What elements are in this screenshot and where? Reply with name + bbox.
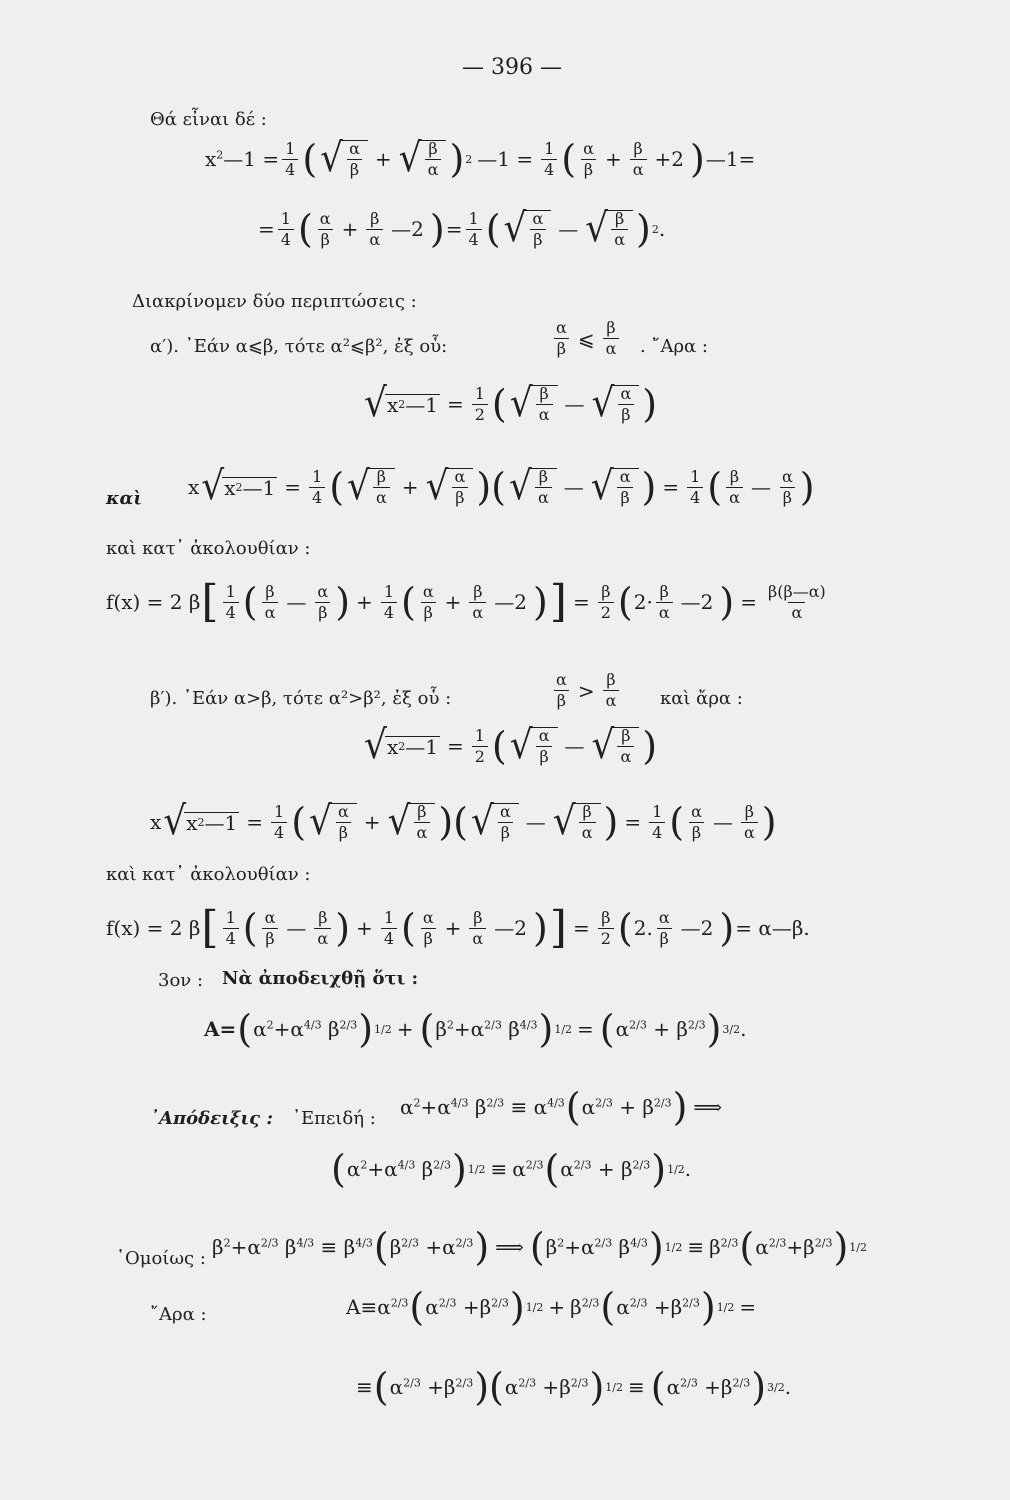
proof-label: ᾽Απόδειξις :: [150, 1108, 274, 1129]
equation-continued: = $\frac{1}{4}$ ( $\frac{\alpha}{\beta}$ + $\frac{\beta}{\alpha}$ —2 ) = $\frac{1}{4}$ ( √ $\frac{\alpha}{\beta}$ — √ $\frac{\beta}{\alpha}$ ) 2 .: [258, 205, 666, 251]
case-a-ara: . ῎Αρα :: [640, 336, 708, 357]
third-title: Νὰ ἀποδειχθῇ ὅτι :: [222, 968, 419, 989]
case-a-product: x √ x 2 —1 = $\frac{1}{4}$ ( √ $\frac{\beta}{\alpha}$ + √ $\frac{\alpha}{\beta}$ )( √ $\frac{\beta}{\alpha}$ — √ $\frac{\alpha}{\beta}$ ) = $\frac{1}{4}$ ( $\frac{\beta}{\alpha}$ — $\frac{\alpha}{\beta}$ ): [188, 463, 815, 509]
case-b-kai-ara: καὶ ἄρα :: [660, 688, 743, 709]
similarly-label: ῾Ομοίως :: [116, 1248, 206, 1269]
intro-text: Θά εἶναι δέ :: [150, 109, 267, 130]
third-label: 3ον :: [158, 970, 204, 991]
case-b-consequently: καὶ κατ᾽ ἀκολουθίαν :: [106, 864, 311, 885]
case-a-inequality: $\frac{\alpha}{\beta}$ ⩽ $\frac{\beta}{\alpha}$: [550, 320, 622, 357]
equation-x2-minus-1: $x^2—1$ = $\frac{1}{4}$ ( √ $\frac{\alpha}{\beta}$ + √ $\frac{\beta}{\alpha}$ ) 2 —1 = $\frac{1}{4}$ ( $\frac{\alpha}{\beta}$ + $\frac{\beta}{\alpha}$ +2 ) —1=: [205, 135, 756, 181]
since-label: ᾽Επειδή :: [292, 1108, 376, 1129]
case-b-sqrt-result: √ x 2 —1 = $\frac{1}{2}$ ( √ $\frac{\alpha}{\beta}$ — √ $\frac{\beta}{\alpha}$ ): [364, 722, 658, 768]
case-a-fx: f(x) = 2 β [ $\frac{1}{4}$ ( $\frac{\beta}{\alpha}$ — $\frac{\alpha}{\beta}$ ) + $\frac{1}{4}$ ( $\frac{\alpha}{\beta}$ + $\frac{\beta}{\alpha}$ —2 ) ] = $\frac{\beta}{2}$ ( 2· $\frac{\beta}{\alpha}$ —2 ) = $\frac{\beta(\beta—\alpha)}{\alpha}$: [106, 576, 826, 627]
proof-step-2: ( $\alpha^2+\alpha^{4/3}$ $\beta^{2/3}$ ) 1/2 ≡ $\alpha^{2/3}$ ( $\alpha^{2/3} + \beta^{2/3}$ ) 1/2 .: [331, 1147, 692, 1191]
case-b-label: β′). ᾽Εάν α>β, τότε α²>β², ἐξ οὗ :: [150, 688, 452, 709]
proof-step-5: ≡ ( $\alpha^{2/3} +\beta^{2/3}$ )( $\alpha^{2/3} +\beta^{2/3}$ ) 1/2 ≡ ( $\alpha^{2/3} +\beta^{2/3}$ ) 3/2 .: [356, 1365, 792, 1409]
therefore-label: ῎Αρα :: [150, 1304, 207, 1325]
case-a-consequently: καὶ κατ᾽ ἀκολουθίαν :: [106, 538, 311, 559]
third-statement: A= ( $\alpha^2+\alpha^{4/3}$ $\beta^{2/3}$ ) 1/2 + ( $\beta^2+\alpha^{2/3}$ $\beta^{4/3}$ ) 1/2 = ( $\alpha^{2/3} + \beta^{2/3}$ ) 3/2 .: [204, 1007, 747, 1051]
case-b-product: x √ x 2 —1 = $\frac{1}{4}$ ( √ $\frac{\alpha}{\beta}$ + √ $\frac{\beta}{\alpha}$ )( √ $\frac{\alpha}{\beta}$ — √ $\frac{\beta}{\alpha}$ ) = $\frac{1}{4}$ ( $\frac{\alpha}{\beta}$ — $\frac{\beta}{\alpha}$ ): [150, 798, 777, 844]
case-b-fx: f(x) = 2 β [ $\frac{1}{4}$ ( $\frac{\alpha}{\beta}$ — $\frac{\beta}{\alpha}$ ) + $\frac{1}{4}$ ( $\frac{\alpha}{\beta}$ + $\frac{\beta}{\alpha}$ —2 ) ] = $\frac{\beta}{2}$ ( 2. $\frac{\alpha}{\beta}$ —2 ) = α—β.: [106, 902, 810, 953]
proof-step-1: $\alpha^2+\alpha^{4/3}$ $\beta^{2/3} \equiv \alpha^{4/3}$ ( $\alpha^{2/3} + \beta^{2/3}$ ) ⟹: [400, 1085, 723, 1129]
cases-intro: Διακρίνομεν δύο περιπτώσεις :: [132, 291, 417, 312]
case-a-label: α′). ᾽Εάν α⩽β, τότε α²⩽β², ἐξ οὗ:: [150, 336, 448, 357]
case-a-sqrt-result: √ x 2 —1 = $\frac{1}{2}$ ( √ $\frac{\beta}{\alpha}$ — √ $\frac{\alpha}{\beta}$ ): [364, 380, 658, 426]
proof-step-4: $A\equiv\alpha^{2/3}$ ( $\alpha^{2/3} +\beta^{2/3}$ ) 1/2 + $\beta^{2/3}$ ( $\alpha^{2/3} +\beta^{2/3}$ ) 1/2 =: [346, 1285, 757, 1329]
proof-step-3: $\beta^2+\alpha^{2/3}$ $\beta^{4/3} \equiv \beta^{4/3}$ ( $\beta^{2/3} +\alpha^{2/3}$ ) ⟹ ( $\beta^2+\alpha^{2/3}$ $\beta^{4/3}$ ) 1/2 ≡ $\beta^{2/3}$ ( $\alpha^{2/3}+\beta^{2/3}$ ) 1/2: [212, 1225, 867, 1269]
page-number: — 396 —: [462, 55, 562, 80]
case-b-inequality: $\frac{\alpha}{\beta}$ > $\frac{\beta}{\alpha}$: [550, 672, 622, 709]
case-a-kai: καὶ: [106, 488, 143, 509]
